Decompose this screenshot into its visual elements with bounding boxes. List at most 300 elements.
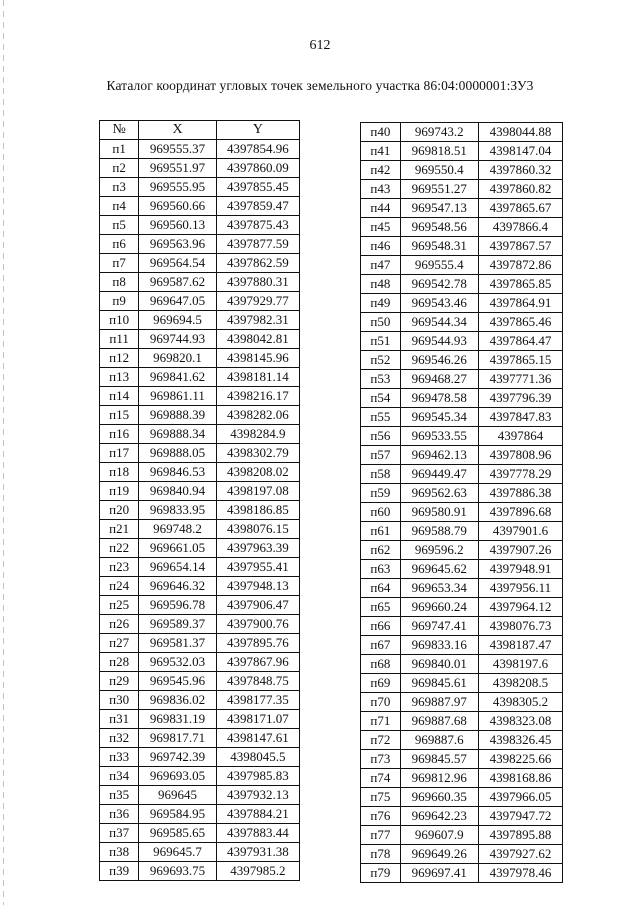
- table-row: [361, 864, 563, 883]
- coordinates-table-left: [99, 120, 300, 881]
- table-row: [100, 463, 300, 482]
- x-coordinate-cell: 969544.93: [400, 332, 478, 351]
- x-coordinate-cell: 969462.13: [400, 446, 478, 465]
- table-row: [100, 520, 300, 539]
- point-name-cell: п21: [100, 520, 139, 539]
- x-coordinate-cell: 969560.13: [139, 216, 216, 235]
- y-coordinate-cell: 4397964.12: [478, 598, 562, 617]
- point-name-cell: п55: [361, 408, 401, 427]
- point-name-cell: п20: [100, 501, 139, 520]
- y-coordinate-cell: 4397900.76: [216, 615, 299, 634]
- y-coordinate-cell: 4397860.32: [478, 161, 562, 180]
- point-name-cell: п12: [100, 349, 139, 368]
- x-coordinate-cell: 969551.27: [400, 180, 478, 199]
- x-coordinate-cell: 969747.41: [400, 617, 478, 636]
- table-row: [361, 769, 563, 788]
- table-row: [361, 275, 563, 294]
- x-coordinate-cell: 969645.62: [400, 560, 478, 579]
- table-row: [100, 729, 300, 748]
- x-coordinate-cell: 969589.37: [139, 615, 216, 634]
- y-coordinate-cell: 4397927.62: [478, 845, 562, 864]
- point-name-cell: п19: [100, 482, 139, 501]
- table-row: [100, 786, 300, 805]
- point-name-cell: п31: [100, 710, 139, 729]
- x-coordinate-cell: 969833.95: [139, 501, 216, 520]
- y-coordinate-cell: 4398168.86: [478, 769, 562, 788]
- x-coordinate-cell: 969743.2: [400, 123, 478, 142]
- y-coordinate-cell: 4397796.39: [478, 389, 562, 408]
- table-row: [100, 292, 300, 311]
- point-name-cell: п34: [100, 767, 139, 786]
- x-coordinate-cell: 969596.2: [400, 541, 478, 560]
- point-name-cell: п76: [361, 807, 401, 826]
- x-coordinate-cell: 969649.26: [400, 845, 478, 864]
- y-coordinate-cell: 4397865.85: [478, 275, 562, 294]
- y-coordinate-cell: 4397966.05: [478, 788, 562, 807]
- x-coordinate-cell: 969478.58: [400, 389, 478, 408]
- point-name-cell: п46: [361, 237, 401, 256]
- point-name-cell: п26: [100, 615, 139, 634]
- point-name-cell: п51: [361, 332, 401, 351]
- x-coordinate-cell: 969653.34: [400, 579, 478, 598]
- point-name-cell: п48: [361, 275, 401, 294]
- point-name-cell: п59: [361, 484, 401, 503]
- y-coordinate-cell: 4397808.96: [478, 446, 562, 465]
- x-coordinate-cell: 969449.47: [400, 465, 478, 484]
- table-row: [100, 672, 300, 691]
- y-coordinate-cell: 4398216.17: [216, 387, 299, 406]
- y-coordinate-cell: 4398197.08: [216, 482, 299, 501]
- y-coordinate-cell: 4398186.85: [216, 501, 299, 520]
- x-coordinate-cell: 969563.96: [139, 235, 216, 254]
- y-coordinate-cell: 4397771.36: [478, 370, 562, 389]
- y-coordinate-cell: 4397895.76: [216, 634, 299, 653]
- table-row: [100, 178, 300, 197]
- table-row: [100, 406, 300, 425]
- point-name-cell: п30: [100, 691, 139, 710]
- x-coordinate-cell: 969542.78: [400, 275, 478, 294]
- y-coordinate-cell: 4397947.72: [478, 807, 562, 826]
- x-coordinate-cell: 969887.6: [400, 731, 478, 750]
- y-coordinate-cell: 4398147.04: [478, 142, 562, 161]
- point-name-cell: п28: [100, 653, 139, 672]
- point-name-cell: п41: [361, 142, 401, 161]
- x-coordinate-cell: 969545.96: [139, 672, 216, 691]
- table-row: [361, 332, 563, 351]
- table-row: [361, 579, 563, 598]
- x-coordinate-cell: 969555.4: [400, 256, 478, 275]
- y-coordinate-cell: 4397907.26: [478, 541, 562, 560]
- y-coordinate-cell: 4397867.57: [478, 237, 562, 256]
- x-coordinate-cell: 969562.63: [400, 484, 478, 503]
- point-name-cell: п27: [100, 634, 139, 653]
- table-row: [361, 465, 563, 484]
- point-name-cell: п79: [361, 864, 401, 883]
- point-name-cell: п18: [100, 463, 139, 482]
- table-row: [361, 655, 563, 674]
- x-coordinate-cell: 969831.19: [139, 710, 216, 729]
- x-coordinate-cell: 969585.65: [139, 824, 216, 843]
- point-name-cell: п29: [100, 672, 139, 691]
- point-name-cell: п37: [100, 824, 139, 843]
- point-name-cell: п1: [100, 140, 139, 159]
- point-name-cell: п6: [100, 235, 139, 254]
- table-row: [361, 503, 563, 522]
- x-coordinate-cell: 969584.95: [139, 805, 216, 824]
- x-coordinate-cell: 969645.7: [139, 843, 216, 862]
- point-name-cell: п60: [361, 503, 401, 522]
- table-header-row: [100, 121, 300, 140]
- table-row: [100, 501, 300, 520]
- point-name-cell: п44: [361, 199, 401, 218]
- y-coordinate-cell: 4398171.07: [216, 710, 299, 729]
- point-name-cell: п42: [361, 161, 401, 180]
- table-row: [361, 351, 563, 370]
- table-row: [361, 256, 563, 275]
- point-name-cell: п40: [361, 123, 401, 142]
- point-name-cell: п50: [361, 313, 401, 332]
- x-coordinate-cell: 969555.95: [139, 178, 216, 197]
- point-name-cell: п36: [100, 805, 139, 824]
- x-coordinate-cell: 969546.26: [400, 351, 478, 370]
- table-row: [361, 370, 563, 389]
- y-coordinate-cell: 4397778.29: [478, 465, 562, 484]
- table-row: [100, 577, 300, 596]
- coordinates-table-right: [360, 122, 563, 883]
- x-coordinate-cell: 969654.14: [139, 558, 216, 577]
- y-coordinate-cell: 4398187.47: [478, 636, 562, 655]
- table-row: [100, 311, 300, 330]
- y-coordinate-cell: 4397884.21: [216, 805, 299, 824]
- x-coordinate-cell: 969544.34: [400, 313, 478, 332]
- point-name-cell: п23: [100, 558, 139, 577]
- x-coordinate-cell: 969812.96: [400, 769, 478, 788]
- x-coordinate-cell: 969581.37: [139, 634, 216, 653]
- point-name-cell: п10: [100, 311, 139, 330]
- x-coordinate-cell: 969548.31: [400, 237, 478, 256]
- y-coordinate-cell: 4397877.59: [216, 235, 299, 254]
- table-row: [361, 427, 563, 446]
- y-coordinate-cell: 4397906.47: [216, 596, 299, 615]
- y-coordinate-cell: 4397931.38: [216, 843, 299, 862]
- point-name-cell: п78: [361, 845, 401, 864]
- table-row: [100, 368, 300, 387]
- table-row: [361, 560, 563, 579]
- y-coordinate-cell: 4398145.96: [216, 349, 299, 368]
- x-coordinate-cell: 969820.1: [139, 349, 216, 368]
- y-coordinate-cell: 4397929.77: [216, 292, 299, 311]
- table-row: [361, 712, 563, 731]
- point-name-cell: п3: [100, 178, 139, 197]
- point-name-cell: п66: [361, 617, 401, 636]
- x-coordinate-cell: 969607.9: [400, 826, 478, 845]
- table-row: [100, 482, 300, 501]
- x-coordinate-cell: 969647.05: [139, 292, 216, 311]
- y-coordinate-cell: 4397956.11: [478, 579, 562, 598]
- y-coordinate-cell: 4398282.06: [216, 406, 299, 425]
- table-row: [100, 558, 300, 577]
- point-name-cell: п24: [100, 577, 139, 596]
- table-row: [100, 767, 300, 786]
- y-coordinate-cell: 4397978.46: [478, 864, 562, 883]
- y-coordinate-cell: 4397860.09: [216, 159, 299, 178]
- table-row: [361, 522, 563, 541]
- point-name-cell: п7: [100, 254, 139, 273]
- point-name-cell: п64: [361, 579, 401, 598]
- table-row: [361, 313, 563, 332]
- table-row: [100, 748, 300, 767]
- x-coordinate-cell: 969817.71: [139, 729, 216, 748]
- x-coordinate-cell: 969545.34: [400, 408, 478, 427]
- y-coordinate-cell: 4397948.13: [216, 577, 299, 596]
- y-coordinate-cell: 4397982.31: [216, 311, 299, 330]
- table-row: [100, 862, 300, 881]
- y-coordinate-cell: 4397867.96: [216, 653, 299, 672]
- x-coordinate-cell: 969587.62: [139, 273, 216, 292]
- header-y: Y: [216, 121, 299, 140]
- table-row: [100, 216, 300, 235]
- x-coordinate-cell: 969693.75: [139, 862, 216, 881]
- x-coordinate-cell: 969845.61: [400, 674, 478, 693]
- x-coordinate-cell: 969840.94: [139, 482, 216, 501]
- table-row: [361, 142, 563, 161]
- x-coordinate-cell: 969888.34: [139, 425, 216, 444]
- table-row: [361, 826, 563, 845]
- table-row: [100, 843, 300, 862]
- table-row: [100, 425, 300, 444]
- table-row: [100, 235, 300, 254]
- table-row: [100, 273, 300, 292]
- y-coordinate-cell: 4398181.14: [216, 368, 299, 387]
- point-name-cell: п69: [361, 674, 401, 693]
- y-coordinate-cell: 4397864: [478, 427, 562, 446]
- table-row: [361, 408, 563, 427]
- x-coordinate-cell: 969560.66: [139, 197, 216, 216]
- x-coordinate-cell: 969836.02: [139, 691, 216, 710]
- x-coordinate-cell: 969588.79: [400, 522, 478, 541]
- point-name-cell: п8: [100, 273, 139, 292]
- x-coordinate-cell: 969694.5: [139, 311, 216, 330]
- y-coordinate-cell: 4397865.15: [478, 351, 562, 370]
- y-coordinate-cell: 4397901.6: [478, 522, 562, 541]
- table-row: [100, 710, 300, 729]
- y-coordinate-cell: 4397886.38: [478, 484, 562, 503]
- y-coordinate-cell: 4398225.66: [478, 750, 562, 769]
- point-name-cell: п73: [361, 750, 401, 769]
- y-coordinate-cell: 4397847.83: [478, 408, 562, 427]
- point-name-cell: п52: [361, 351, 401, 370]
- x-coordinate-cell: 969888.39: [139, 406, 216, 425]
- point-name-cell: п14: [100, 387, 139, 406]
- point-name-cell: п54: [361, 389, 401, 408]
- page-number: 612: [309, 38, 331, 53]
- x-coordinate-cell: 969543.46: [400, 294, 478, 313]
- y-coordinate-cell: 4397896.68: [478, 503, 562, 522]
- point-name-cell: п56: [361, 427, 401, 446]
- point-name-cell: п61: [361, 522, 401, 541]
- table-row: [361, 180, 563, 199]
- table-row: [361, 788, 563, 807]
- point-name-cell: п47: [361, 256, 401, 275]
- y-coordinate-cell: 4398326.45: [478, 731, 562, 750]
- x-coordinate-cell: 969748.2: [139, 520, 216, 539]
- x-coordinate-cell: 969645: [139, 786, 216, 805]
- x-coordinate-cell: 969861.11: [139, 387, 216, 406]
- table-row: [100, 159, 300, 178]
- point-name-cell: п32: [100, 729, 139, 748]
- table-row: [361, 674, 563, 693]
- x-coordinate-cell: 969887.97: [400, 693, 478, 712]
- x-coordinate-cell: 969660.35: [400, 788, 478, 807]
- x-coordinate-cell: 969547.13: [400, 199, 478, 218]
- table-row: [361, 161, 563, 180]
- table-row: [361, 693, 563, 712]
- document-title: Каталог координат угловых точек земельного участка 86:04:0000001:ЗУ3: [106, 78, 534, 93]
- x-coordinate-cell: 969551.97: [139, 159, 216, 178]
- table-row: [100, 330, 300, 349]
- y-coordinate-cell: 4397859.47: [216, 197, 299, 216]
- table-row: [361, 617, 563, 636]
- x-coordinate-cell: 969744.93: [139, 330, 216, 349]
- point-name-cell: п15: [100, 406, 139, 425]
- table-row: [361, 199, 563, 218]
- table-row: [361, 218, 563, 237]
- point-name-cell: п71: [361, 712, 401, 731]
- table-row: [361, 845, 563, 864]
- y-coordinate-cell: 4397866.4: [478, 218, 562, 237]
- y-coordinate-cell: 4397860.82: [478, 180, 562, 199]
- point-name-cell: п74: [361, 769, 401, 788]
- table-row: [361, 636, 563, 655]
- x-coordinate-cell: 969846.53: [139, 463, 216, 482]
- y-coordinate-cell: 4397883.44: [216, 824, 299, 843]
- table-row: [100, 349, 300, 368]
- point-name-cell: п16: [100, 425, 139, 444]
- point-name-cell: п39: [100, 862, 139, 881]
- table-row: [100, 615, 300, 634]
- table-row: [361, 237, 563, 256]
- point-name-cell: п68: [361, 655, 401, 674]
- y-coordinate-cell: 4398042.81: [216, 330, 299, 349]
- y-coordinate-cell: 4397955.41: [216, 558, 299, 577]
- y-coordinate-cell: 4398076.15: [216, 520, 299, 539]
- x-coordinate-cell: 969548.56: [400, 218, 478, 237]
- point-name-cell: п57: [361, 446, 401, 465]
- point-name-cell: п72: [361, 731, 401, 750]
- table-row: [100, 254, 300, 273]
- y-coordinate-cell: 4398284.9: [216, 425, 299, 444]
- x-coordinate-cell: 969550.4: [400, 161, 478, 180]
- table-row: [100, 197, 300, 216]
- y-coordinate-cell: 4398305.2: [478, 693, 562, 712]
- point-name-cell: п58: [361, 465, 401, 484]
- x-coordinate-cell: 969887.68: [400, 712, 478, 731]
- table-row: [100, 691, 300, 710]
- y-coordinate-cell: 4398302.79: [216, 444, 299, 463]
- table-row: [361, 294, 563, 313]
- y-coordinate-cell: 4398177.35: [216, 691, 299, 710]
- x-coordinate-cell: 969646.32: [139, 577, 216, 596]
- table-row: [361, 484, 563, 503]
- table-row: [100, 805, 300, 824]
- x-coordinate-cell: 969845.57: [400, 750, 478, 769]
- point-name-cell: п11: [100, 330, 139, 349]
- point-name-cell: п49: [361, 294, 401, 313]
- table-row: [100, 387, 300, 406]
- y-coordinate-cell: 4398147.61: [216, 729, 299, 748]
- x-coordinate-cell: 969555.37: [139, 140, 216, 159]
- table-row: [100, 824, 300, 843]
- table-row: [100, 539, 300, 558]
- y-coordinate-cell: 4397985.2: [216, 862, 299, 881]
- point-name-cell: п77: [361, 826, 401, 845]
- y-coordinate-cell: 4397880.31: [216, 273, 299, 292]
- y-coordinate-cell: 4398076.73: [478, 617, 562, 636]
- y-coordinate-cell: 4397855.45: [216, 178, 299, 197]
- y-coordinate-cell: 4398323.08: [478, 712, 562, 731]
- x-coordinate-cell: 969596.78: [139, 596, 216, 615]
- y-coordinate-cell: 4397865.67: [478, 199, 562, 218]
- table-row: [361, 389, 563, 408]
- x-coordinate-cell: 969532.03: [139, 653, 216, 672]
- x-coordinate-cell: 969533.55: [400, 427, 478, 446]
- point-name-cell: п70: [361, 693, 401, 712]
- point-name-cell: п45: [361, 218, 401, 237]
- y-coordinate-cell: 4397872.86: [478, 256, 562, 275]
- point-name-cell: п5: [100, 216, 139, 235]
- point-name-cell: п63: [361, 560, 401, 579]
- point-name-cell: п75: [361, 788, 401, 807]
- point-name-cell: п65: [361, 598, 401, 617]
- header-number: №: [100, 121, 139, 140]
- point-name-cell: п13: [100, 368, 139, 387]
- y-coordinate-cell: 4397948.91: [478, 560, 562, 579]
- x-coordinate-cell: 969742.39: [139, 748, 216, 767]
- point-name-cell: п9: [100, 292, 139, 311]
- x-coordinate-cell: 969661.05: [139, 539, 216, 558]
- x-coordinate-cell: 969642.23: [400, 807, 478, 826]
- y-coordinate-cell: 4398044.88: [478, 123, 562, 142]
- point-name-cell: п17: [100, 444, 139, 463]
- x-coordinate-cell: 969468.27: [400, 370, 478, 389]
- y-coordinate-cell: 4398045.5: [216, 748, 299, 767]
- y-coordinate-cell: 4398197.6: [478, 655, 562, 674]
- point-name-cell: п4: [100, 197, 139, 216]
- table-row: [361, 598, 563, 617]
- y-coordinate-cell: 4397862.59: [216, 254, 299, 273]
- y-coordinate-cell: 4397985.83: [216, 767, 299, 786]
- header-x: X: [139, 121, 216, 140]
- x-coordinate-cell: 969580.91: [400, 503, 478, 522]
- point-name-cell: п25: [100, 596, 139, 615]
- scan-edge: [3, 0, 4, 905]
- table-row: [100, 596, 300, 615]
- x-coordinate-cell: 969841.62: [139, 368, 216, 387]
- table-row: [361, 446, 563, 465]
- point-name-cell: п35: [100, 786, 139, 805]
- point-name-cell: п62: [361, 541, 401, 560]
- point-name-cell: п33: [100, 748, 139, 767]
- point-name-cell: п2: [100, 159, 139, 178]
- x-coordinate-cell: 969693.05: [139, 767, 216, 786]
- x-coordinate-cell: 969697.41: [400, 864, 478, 883]
- table-row: [100, 140, 300, 159]
- point-name-cell: п67: [361, 636, 401, 655]
- x-coordinate-cell: 969818.51: [400, 142, 478, 161]
- point-name-cell: п38: [100, 843, 139, 862]
- x-coordinate-cell: 969660.24: [400, 598, 478, 617]
- table-row: [361, 750, 563, 769]
